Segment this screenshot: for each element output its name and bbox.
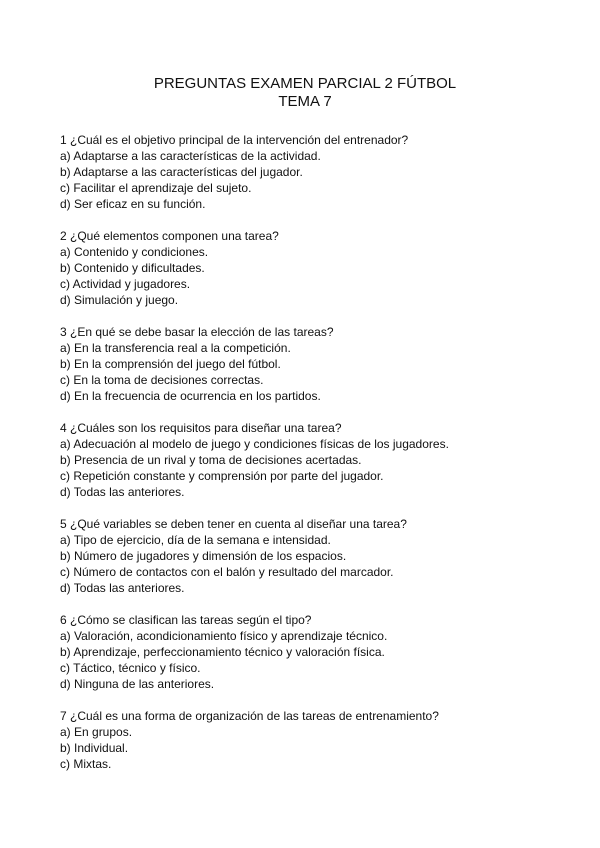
answer-option: c) Facilitar el aprendizaje del sujeto. (60, 181, 252, 195)
answer-option: a) Adaptarse a las características de la actividad. (60, 149, 321, 163)
subtitle-line: TEMA 7 (278, 93, 332, 110)
question-block (60, 516, 449, 596)
question-block (60, 132, 449, 212)
question-text: 6 ¿Cómo se clasifican las tareas según el tipo? (60, 613, 312, 627)
question-text: 7 ¿Cuál es una forma de organización de las tareas de entrenamiento? (60, 709, 439, 723)
answer-option: b) Presencia de un rival y toma de decisiones acertadas. (60, 453, 362, 467)
question-block (60, 420, 449, 500)
question-block (60, 708, 449, 772)
answer-option: d) En la frecuencia de ocurrencia en los partidos. (60, 389, 321, 403)
question-text: 4 ¿Cuáles son los requisitos para diseñar una tarea? (60, 421, 342, 435)
answer-option: b) Adaptarse a las características del jugador. (60, 165, 303, 179)
answer-option: b) Número de jugadores y dimensión de los espacios. (60, 549, 347, 563)
answer-option: b) Contenido y dificultades. (60, 261, 205, 275)
answer-option: c) Actividad y jugadores. (60, 277, 191, 291)
answer-option: d) Todas las anteriores. (60, 581, 185, 595)
question-text: 1 ¿Cuál es el objetivo principal de la intervención del entrenador? (60, 133, 409, 147)
question-list (60, 132, 449, 788)
answer-option: a) En la transferencia real a la competición. (60, 341, 291, 355)
answer-option: a) En grupos. (60, 725, 133, 739)
answer-option: d) Simulación y juego. (60, 293, 179, 307)
document-title (0, 75, 600, 111)
answer-option: b) Individual. (60, 741, 129, 755)
answer-option: d) Ser eficaz en su función. (60, 197, 206, 211)
answer-option: b) Aprendizaje, perfeccionamiento técnico y valoración física. (60, 645, 385, 659)
question-text: 3 ¿En qué se debe basar la elección de las tareas? (60, 325, 334, 339)
question-block (60, 324, 449, 404)
question-block (60, 612, 449, 692)
answer-option: c) En la toma de decisiones correctas. (60, 373, 264, 387)
answer-option: c) Número de contactos con el balón y resultado del marcador. (60, 565, 394, 579)
answer-option: a) Tipo de ejercicio, día de la semana e intensidad. (60, 533, 331, 547)
answer-option: a) Valoración, acondicionamiento físico y aprendizaje técnico. (60, 629, 388, 643)
answer-option: c) Repetición constante y comprensión por parte del jugador. (60, 469, 384, 483)
answer-option: c) Mixtas. (60, 757, 112, 771)
title-line: PREGUNTAS EXAMEN PARCIAL 2 FÚTBOL (153, 75, 457, 92)
answer-option: d) Todas las anteriores. (60, 485, 185, 499)
answer-option: b) En la comprensión del juego del fútbol. (60, 357, 281, 371)
answer-option: d) Ninguna de las anteriores. (60, 677, 215, 691)
answer-option: a) Contenido y condiciones. (60, 245, 209, 259)
answer-option: a) Adecuación al modelo de juego y condiciones físicas de los jugadores. (60, 437, 449, 451)
question-block (60, 228, 449, 308)
question-text: 2 ¿Qué elementos componen una tarea? (60, 229, 279, 243)
answer-option: c) Táctico, técnico y físico. (60, 661, 201, 675)
question-text: 5 ¿Qué variables se deben tener en cuenta al diseñar una tarea? (60, 517, 407, 531)
